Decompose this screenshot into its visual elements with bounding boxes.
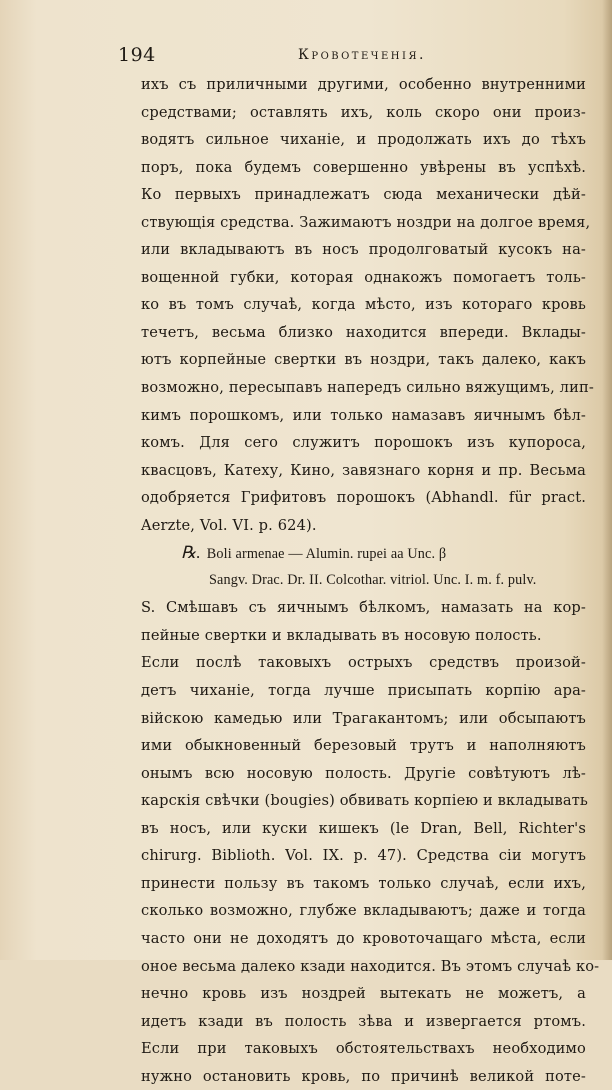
text-line: водятъ сильное чиханіе, и продолжать ихъ до тѣхъ [141,131,586,149]
text-line: сколько возможно, глубже вкладываютъ; даже и тогда [141,902,586,920]
text-line: пейные свертки и вкладывать въ носовую полость. [141,626,542,644]
text-line: Ко первыхъ принадлежатъ сюда механически дѣй- [141,186,586,204]
text-line: оное весьма далеко кзади находится. Въ этомъ случаѣ ко- [141,957,600,975]
text-line: війскою камедью или Трагакантомъ; или обсыпаютъ [141,709,586,727]
text-line: онымъ всю носовую полость. Другіе совѣтуютъ лѣ- [141,764,586,782]
text-line: S. Смѣшавъ съ яичнымъ бѣлкомъ, намазать на кор- [141,599,586,617]
text-line: карскія свѣчки (bougies) обвивать корпіею и вкладывать [141,792,589,810]
text-line: ими обыкновенный березовый трутъ и наполняютъ [141,737,586,755]
text-line: часто они не доходятъ до кровоточащаго мѣста, если [141,929,586,947]
recipe-text: Sangv. Drac. Dr. II. Colcothar. vitriol. Unc. I. m. f. pulv. [209,571,537,588]
text-line: течетъ, весьма близко находится впереди. Вклады- [141,323,586,341]
text-line: средствами; оставлять ихъ, коль скоро они произ- [141,103,586,121]
text-line: нечно кровь изъ ноздрей вытекать не можетъ, а [141,985,586,1003]
text-line: ствующія средства. Зажимаютъ ноздри на долгое время, [141,213,591,231]
text-line: детъ чиханіе, тогда лучше присыпать корпію ара- [141,682,586,700]
text-line: вощенной губки, которая однакожъ помогаетъ толь- [141,268,586,286]
text-line: или вкладываютъ въ носъ продолговатый кусокъ на- [141,241,586,259]
text-line: возможно, пересыпавъ напередъ сильно вяжущимъ, лип- [141,379,594,397]
recipe-line [141,539,586,567]
text-line: квасцовъ, Катеху, Кино, завязнаго корня и пр. Весьма [141,461,586,479]
text-line: кимъ порошкомъ, или только намазавъ яичнымъ бѣл- [141,406,586,424]
running-title: Кровотеченія. [298,47,427,63]
text-line: Если послѣ таковыхъ острыхъ средствъ произой- [141,654,586,672]
text-line: Aerzte, Vol. VI. p. 624). [141,516,317,534]
text-line: въ носъ, или куски кишекъ (le Dran, Bell, Richter's [141,819,586,837]
page-header [118,44,588,68]
text-line: поръ, пока будемъ совершенно увѣрены въ успѣхѣ. [141,158,586,176]
text-line: chirurg. Biblioth. Vol. IX. p. 47). Средства сіи могутъ [141,847,586,865]
text-line: одобряется Грифитовъ порошокъ (Abhandl. für pract. [141,489,586,507]
text-line: ихъ съ приличными другими, особенно внутренними [141,76,586,93]
text-line: идетъ кзади въ полость зѣва и извергается ртомъ. [141,1012,586,1030]
text-line: нужно остановить кровь, по причинѣ великой поте- [141,1067,586,1085]
text-line: комъ. Для сего служитъ порошокъ изъ купороса, [141,434,586,452]
text-line: Если при таковыхъ обстоятельствахъ необходимо [141,1040,586,1058]
text-line: ко въ томъ случаѣ, когда мѣсто, изъ котораго кровь [141,296,586,314]
recipe-mark: ℞. [181,543,201,563]
page-number: 194 [118,44,156,66]
text-line: ютъ корпейные свертки въ ноздри, такъ далеко, какъ [141,351,586,369]
recipe-line [141,567,586,595]
recipe-text: Boli armenae — Alumin. rupei aa Unc. β [206,546,447,563]
body-text [141,71,600,1090]
text-line: принести пользу въ такомъ только случаѣ, если ихъ, [141,874,586,892]
